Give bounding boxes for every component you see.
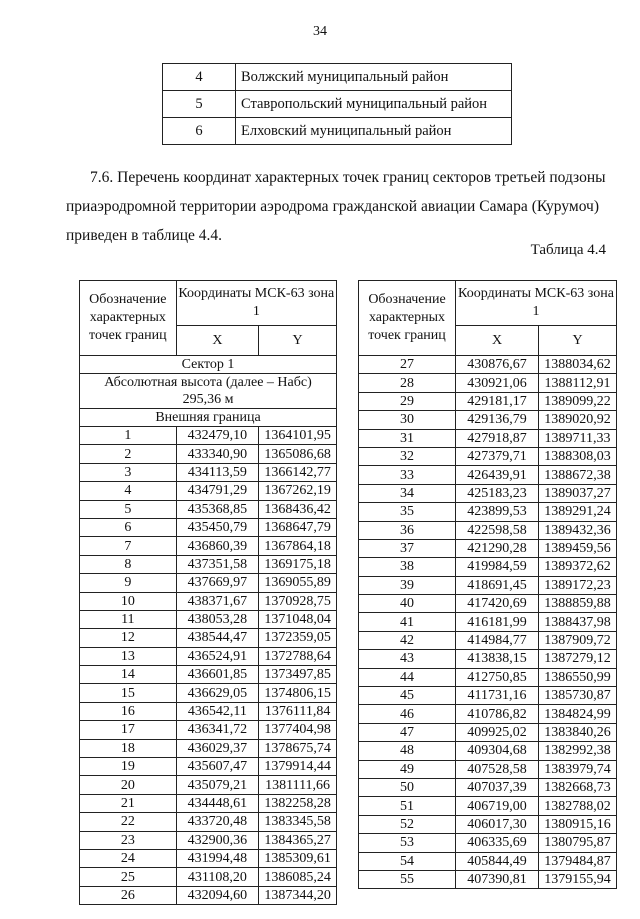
point-number: 34	[359, 484, 456, 502]
coord-y: 1388672,38	[539, 466, 617, 484]
coord-x: 421290,28	[456, 539, 539, 557]
point-number: 48	[359, 742, 456, 760]
coord-y: 1387909,72	[539, 631, 617, 649]
header-coords: Координаты МСК-63 зона 1	[456, 281, 617, 326]
coord-y: 1388437,98	[539, 613, 617, 631]
table-row	[80, 518, 337, 536]
header-designation: Обозначение характерных точек границ	[80, 281, 177, 356]
table-row	[359, 723, 617, 741]
table-row	[359, 687, 617, 705]
coord-x: 431108,20	[176, 868, 259, 886]
table-row	[359, 705, 617, 723]
coord-y: 1389172,23	[539, 576, 617, 594]
point-number: 51	[359, 797, 456, 815]
point-number: 49	[359, 760, 456, 778]
coord-x: 438053,28	[176, 610, 259, 628]
point-number: 47	[359, 723, 456, 741]
district-number: 5	[163, 91, 236, 118]
table-row	[359, 558, 617, 576]
table-row	[359, 576, 617, 594]
coord-y: 1373497,85	[259, 666, 337, 684]
coord-x: 422598,58	[456, 521, 539, 539]
point-number: 9	[80, 574, 177, 592]
point-number: 24	[80, 849, 177, 867]
header-y: Y	[539, 326, 617, 356]
coord-x: 435079,21	[176, 776, 259, 794]
table-row	[359, 539, 617, 557]
point-number: 17	[80, 721, 177, 739]
table-row	[80, 445, 337, 463]
coord-x: 410786,82	[456, 705, 539, 723]
coord-x: 414984,77	[456, 631, 539, 649]
coord-y: 1388034,62	[539, 356, 617, 374]
coord-x: 434113,59	[176, 463, 259, 481]
coord-y: 1385730,87	[539, 687, 617, 705]
coord-y: 1382788,02	[539, 797, 617, 815]
table-row	[80, 500, 337, 518]
coord-y: 1385309,61	[259, 849, 337, 867]
district-name: Елховский муниципальный район	[236, 118, 512, 145]
point-number: 54	[359, 852, 456, 870]
table-row	[80, 555, 337, 573]
point-number: 42	[359, 631, 456, 649]
coord-x: 406335,69	[456, 834, 539, 852]
table-row	[80, 574, 337, 592]
coord-x: 419984,59	[456, 558, 539, 576]
table-row	[359, 631, 617, 649]
coord-x: 407528,58	[456, 760, 539, 778]
table-row	[359, 834, 617, 852]
coord-x: 436029,37	[176, 739, 259, 757]
coord-y: 1376111,84	[259, 702, 337, 720]
coord-y: 1365086,68	[259, 445, 337, 463]
coord-y: 1379155,94	[539, 870, 617, 888]
coord-y: 1389037,27	[539, 484, 617, 502]
point-number: 2	[80, 445, 177, 463]
point-number: 53	[359, 834, 456, 852]
coord-y: 1388112,91	[539, 374, 617, 392]
paragraph-line: 7.6. Перечень координат характерных точек границ секторов третьей подзоны	[90, 169, 606, 186]
district-table	[162, 63, 512, 145]
coord-x: 407390,81	[456, 870, 539, 888]
point-number: 50	[359, 778, 456, 796]
point-number: 46	[359, 705, 456, 723]
point-number: 35	[359, 503, 456, 521]
coord-table-right	[358, 280, 617, 889]
point-number: 7	[80, 537, 177, 555]
coord-x: 436524,91	[176, 647, 259, 665]
table-row	[80, 758, 337, 776]
coord-x: 436629,05	[176, 684, 259, 702]
coord-y: 1389711,33	[539, 429, 617, 447]
point-number: 19	[80, 758, 177, 776]
table-row	[80, 592, 337, 610]
coord-x: 427379,71	[456, 447, 539, 465]
coord-y: 1384824,99	[539, 705, 617, 723]
coord-x: 434448,61	[176, 794, 259, 812]
coord-x: 432479,10	[176, 427, 259, 445]
district-number: 4	[163, 64, 236, 91]
point-number: 8	[80, 555, 177, 573]
coord-x: 406017,30	[456, 815, 539, 833]
coord-y: 1382992,38	[539, 742, 617, 760]
coord-y: 1380915,16	[539, 815, 617, 833]
table-row	[80, 629, 337, 647]
district-row	[163, 91, 512, 118]
point-number: 11	[80, 610, 177, 628]
district-number: 6	[163, 118, 236, 145]
district-name: Волжский муниципальный район	[236, 64, 512, 91]
coord-y: 1370928,75	[259, 592, 337, 610]
district-row	[163, 118, 512, 145]
coord-x: 409925,02	[456, 723, 539, 741]
coord-x: 409304,68	[456, 742, 539, 760]
coord-x: 432900,36	[176, 831, 259, 849]
point-number: 40	[359, 595, 456, 613]
sector-title: Сектор 1	[80, 356, 337, 374]
coord-x: 437669,97	[176, 574, 259, 592]
point-number: 26	[80, 886, 177, 904]
table-row	[359, 760, 617, 778]
coord-x: 430876,67	[456, 356, 539, 374]
district-row	[163, 64, 512, 91]
coord-x: 426439,91	[456, 466, 539, 484]
coord-x: 427918,87	[456, 429, 539, 447]
coord-y: 1378675,74	[259, 739, 337, 757]
table-row	[80, 868, 337, 886]
coord-x: 436542,11	[176, 702, 259, 720]
header-x: X	[176, 326, 259, 356]
coord-x: 430921,06	[456, 374, 539, 392]
point-number: 55	[359, 870, 456, 888]
point-number: 28	[359, 374, 456, 392]
coord-y: 1367262,19	[259, 482, 337, 500]
table-row	[80, 849, 337, 867]
altitude-cell	[80, 374, 337, 409]
table-row	[359, 668, 617, 686]
table-row	[359, 778, 617, 796]
coord-y: 1383979,74	[539, 760, 617, 778]
table-row	[80, 702, 337, 720]
table-row	[359, 429, 617, 447]
point-number: 5	[80, 500, 177, 518]
coord-x: 436601,85	[176, 666, 259, 684]
point-number: 44	[359, 668, 456, 686]
table-row	[80, 647, 337, 665]
coord-y: 1368647,79	[259, 518, 337, 536]
table-row	[80, 684, 337, 702]
point-number: 37	[359, 539, 456, 557]
table-row	[359, 613, 617, 631]
table-row	[359, 797, 617, 815]
coord-y: 1389459,56	[539, 539, 617, 557]
coord-table-left	[79, 280, 337, 905]
coord-x: 413838,15	[456, 650, 539, 668]
coord-x: 407037,39	[456, 778, 539, 796]
coord-x: 411731,16	[456, 687, 539, 705]
table-row	[359, 521, 617, 539]
coord-x: 438544,47	[176, 629, 259, 647]
point-number: 14	[80, 666, 177, 684]
point-number: 25	[80, 868, 177, 886]
coord-y: 1364101,95	[259, 427, 337, 445]
table-row	[359, 356, 617, 374]
point-number: 6	[80, 518, 177, 536]
table-row	[80, 794, 337, 812]
coord-x: 435450,79	[176, 518, 259, 536]
boundary-title: Внешняя граница	[80, 409, 337, 427]
header-x: X	[456, 326, 539, 356]
coord-x: 435607,47	[176, 758, 259, 776]
coord-y: 1389291,24	[539, 503, 617, 521]
coord-y: 1388308,03	[539, 447, 617, 465]
coord-y: 1386085,24	[259, 868, 337, 886]
coord-y: 1389020,92	[539, 411, 617, 429]
coord-y: 1382258,28	[259, 794, 337, 812]
header-coords: Координаты МСК-63 зона 1	[176, 281, 336, 326]
table-row	[359, 503, 617, 521]
table-row	[80, 886, 337, 904]
point-number: 31	[359, 429, 456, 447]
table-row	[80, 831, 337, 849]
point-number: 33	[359, 466, 456, 484]
table-row	[359, 411, 617, 429]
coord-y: 1379914,44	[259, 758, 337, 776]
coord-x: 406719,00	[456, 797, 539, 815]
coord-y: 1368436,42	[259, 500, 337, 518]
table-row	[359, 484, 617, 502]
table-row	[80, 739, 337, 757]
point-number: 4	[80, 482, 177, 500]
header-designation: Обозначение характерных точек границ	[359, 281, 456, 356]
coord-x: 431994,48	[176, 849, 259, 867]
coord-y: 1372788,64	[259, 647, 337, 665]
coord-y: 1377404,98	[259, 721, 337, 739]
table-row	[359, 392, 617, 410]
table-label: Таблица 4.4	[530, 242, 606, 258]
paragraph-line: приаэродромной территории аэродрома гражданской авиации Самара (Курумоч)	[66, 198, 599, 215]
coord-x: 438371,67	[176, 592, 259, 610]
coord-y: 1369175,18	[259, 555, 337, 573]
point-number: 18	[80, 739, 177, 757]
table-row	[80, 721, 337, 739]
coord-x: 434791,29	[176, 482, 259, 500]
coord-x: 433340,90	[176, 445, 259, 463]
altitude-label: Абсолютная высота (далее – Набс)	[104, 375, 312, 390]
table-row	[359, 650, 617, 668]
altitude-value: 295,36 м	[182, 392, 234, 407]
coord-x: 417420,69	[456, 595, 539, 613]
point-number: 30	[359, 411, 456, 429]
table-row	[359, 870, 617, 888]
table-row	[80, 537, 337, 555]
coord-x: 433720,48	[176, 813, 259, 831]
coord-y: 1379484,87	[539, 852, 617, 870]
point-number: 16	[80, 702, 177, 720]
coord-x: 429181,17	[456, 392, 539, 410]
coord-y: 1369055,89	[259, 574, 337, 592]
coord-x: 418691,45	[456, 576, 539, 594]
point-number: 52	[359, 815, 456, 833]
point-number: 41	[359, 613, 456, 631]
point-number: 23	[80, 831, 177, 849]
coord-y: 1380795,87	[539, 834, 617, 852]
point-number: 3	[80, 463, 177, 481]
coord-x: 429136,79	[456, 411, 539, 429]
coord-y: 1374806,15	[259, 684, 337, 702]
coord-y: 1384365,27	[259, 831, 337, 849]
point-number: 13	[80, 647, 177, 665]
table-row	[80, 666, 337, 684]
coord-y: 1367864,18	[259, 537, 337, 555]
point-number: 10	[80, 592, 177, 610]
paragraph-line: приведен в таблице 4.4.	[66, 227, 223, 244]
coord-y: 1389372,62	[539, 558, 617, 576]
coord-y: 1389099,22	[539, 392, 617, 410]
coord-y: 1386550,99	[539, 668, 617, 686]
table-row	[80, 463, 337, 481]
table-row	[359, 466, 617, 484]
coord-x: 405844,49	[456, 852, 539, 870]
point-number: 22	[80, 813, 177, 831]
coord-y: 1387279,12	[539, 650, 617, 668]
page-number: 34	[313, 24, 327, 39]
coord-y: 1372359,05	[259, 629, 337, 647]
point-number: 32	[359, 447, 456, 465]
point-number: 29	[359, 392, 456, 410]
table-row	[80, 776, 337, 794]
table-row	[359, 374, 617, 392]
point-number: 1	[80, 427, 177, 445]
table-row	[80, 482, 337, 500]
table-row	[359, 852, 617, 870]
point-number: 38	[359, 558, 456, 576]
point-number: 39	[359, 576, 456, 594]
point-number: 27	[359, 356, 456, 374]
district-name: Ставропольский муниципальный район	[236, 91, 512, 118]
point-number: 36	[359, 521, 456, 539]
coord-y: 1383840,26	[539, 723, 617, 741]
point-number: 43	[359, 650, 456, 668]
table-row	[359, 742, 617, 760]
table-row	[359, 447, 617, 465]
point-number: 20	[80, 776, 177, 794]
point-number: 45	[359, 687, 456, 705]
table-row	[80, 610, 337, 628]
coord-y: 1388859,88	[539, 595, 617, 613]
coord-x: 436341,72	[176, 721, 259, 739]
table-row	[80, 427, 337, 445]
coord-y: 1371048,04	[259, 610, 337, 628]
coord-y: 1387344,20	[259, 886, 337, 904]
coord-x: 436860,39	[176, 537, 259, 555]
coord-x: 412750,85	[456, 668, 539, 686]
coord-y: 1381111,66	[259, 776, 337, 794]
table-row	[80, 813, 337, 831]
coord-x: 432094,60	[176, 886, 259, 904]
coord-x: 437351,58	[176, 555, 259, 573]
coord-x: 423899,53	[456, 503, 539, 521]
point-number: 15	[80, 684, 177, 702]
coord-y: 1366142,77	[259, 463, 337, 481]
coord-y: 1383345,58	[259, 813, 337, 831]
table-row	[359, 595, 617, 613]
coord-x: 416181,99	[456, 613, 539, 631]
coord-x: 435368,85	[176, 500, 259, 518]
point-number: 12	[80, 629, 177, 647]
header-y: Y	[259, 326, 337, 356]
table-row	[359, 815, 617, 833]
coord-y: 1389432,36	[539, 521, 617, 539]
coord-x: 425183,23	[456, 484, 539, 502]
point-number: 21	[80, 794, 177, 812]
coord-y: 1382668,73	[539, 778, 617, 796]
